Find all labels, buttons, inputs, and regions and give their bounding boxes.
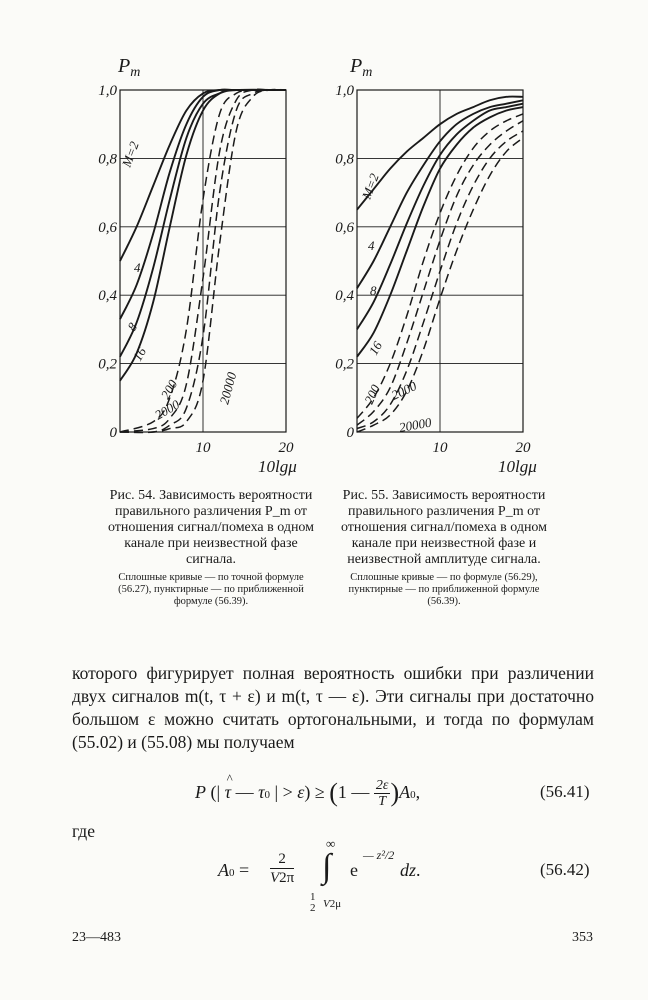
y-tick-label: 0 [346, 425, 354, 441]
equation-number-56-41: (56.41) [540, 782, 590, 801]
equation-number-56-42: (56.42) [540, 860, 590, 879]
curve-label: 8 [124, 319, 141, 334]
where-word: где [72, 821, 95, 841]
figure-54-caption-block [102, 488, 320, 608]
x-axis-label: 10lgμ [498, 457, 537, 476]
y-tick-labels [335, 83, 354, 441]
figure-54-chart [90, 50, 340, 480]
curve-label: 200 [361, 382, 383, 407]
y-tick-label: 0,2 [98, 356, 117, 373]
equation-56-42: A0 = 2 V2π ∞ ∫ 1 2 V2μ e — z²/2 dz. [218, 836, 421, 914]
y-tick-label: 0 [109, 425, 117, 441]
curve-label: 16 [365, 338, 386, 358]
figure-55-chart [330, 50, 580, 480]
y-tick-label: 1,0 [98, 83, 117, 99]
curve-label: M=2 [358, 171, 382, 202]
y-tick-label: 0,8 [98, 151, 117, 168]
y-axis-label: $P_m$ [118, 55, 141, 80]
curve-label: 8 [370, 283, 377, 298]
curve-label: 4 [134, 260, 141, 275]
y-tick-label: 0,4 [98, 288, 117, 305]
curve-label: 2000 [388, 378, 419, 403]
curve-label: 2000 [152, 396, 183, 423]
figure-54-note: Сплошные кривые — по точной формуле (56.27), пунктирные — по приближенной формуле (56.39). [118, 572, 304, 607]
x-tick-label: 10 [195, 440, 211, 456]
curve-label: 20000 [216, 370, 240, 406]
body-paragraph: которого фигурирует полная вероятность ошибки при различении двух сигналов m(t, τ + ε) и m(t, τ — ε). Эти сигналы при достаточно большом ε можно считать ортогональными, и тогда по формулам (55.02) и (55.08) мы получаем [72, 663, 594, 752]
y-tick-label: 0,8 [335, 151, 354, 168]
curve-label: M=2 [118, 139, 142, 170]
equation-56-41: P (| τ ^ — τ0 | > ε) ≥ (1 — $\frac{2\varepsilon}{T}$ )A0, [195, 771, 421, 810]
x-tick-label: 20 [278, 440, 294, 456]
x-tick-labels [433, 440, 532, 456]
figure-55-caption-block [334, 488, 554, 608]
y-tick-label: 1,0 [335, 83, 354, 99]
curve-label: 20000 [397, 414, 433, 435]
x-tick-label: 10 [432, 440, 448, 456]
figure-55-note: Сплошные кривые — по формуле (56.29), пунктирные — по приближенной формуле (56.39). [348, 572, 540, 607]
curve-label: 16 [129, 344, 150, 364]
page-number: 353 [572, 930, 593, 945]
x-tick-labels [196, 440, 295, 456]
y-axis-label: $P_m$ [350, 55, 373, 80]
y-tick-label: 0,6 [335, 219, 354, 236]
x-tick-label: 20 [515, 440, 531, 456]
y-tick-label: 0,2 [335, 356, 354, 373]
y-tick-label: 0,6 [98, 219, 117, 236]
x-axis-label: 10lgμ [258, 457, 297, 476]
y-tick-labels [98, 83, 117, 441]
curve-label: 4 [368, 238, 375, 253]
figure-54-caption: Рис. 54. Зависимость вероятности правильного различения P_m от отношения сигнал/помеха в одном канале при неизвестной фазе сигнала. [107, 488, 315, 567]
figure-55-caption: Рис. 55. Зависимость вероятности правильного различения P_m от отношения сигнал/помеха в одном канале при неизвестной фазе и неизвестной амплитуде сигнала. [340, 488, 548, 567]
y-tick-label: 0,4 [335, 288, 354, 305]
curve-label: 200 [157, 377, 181, 402]
printer-signature: 23—483 [72, 930, 121, 945]
